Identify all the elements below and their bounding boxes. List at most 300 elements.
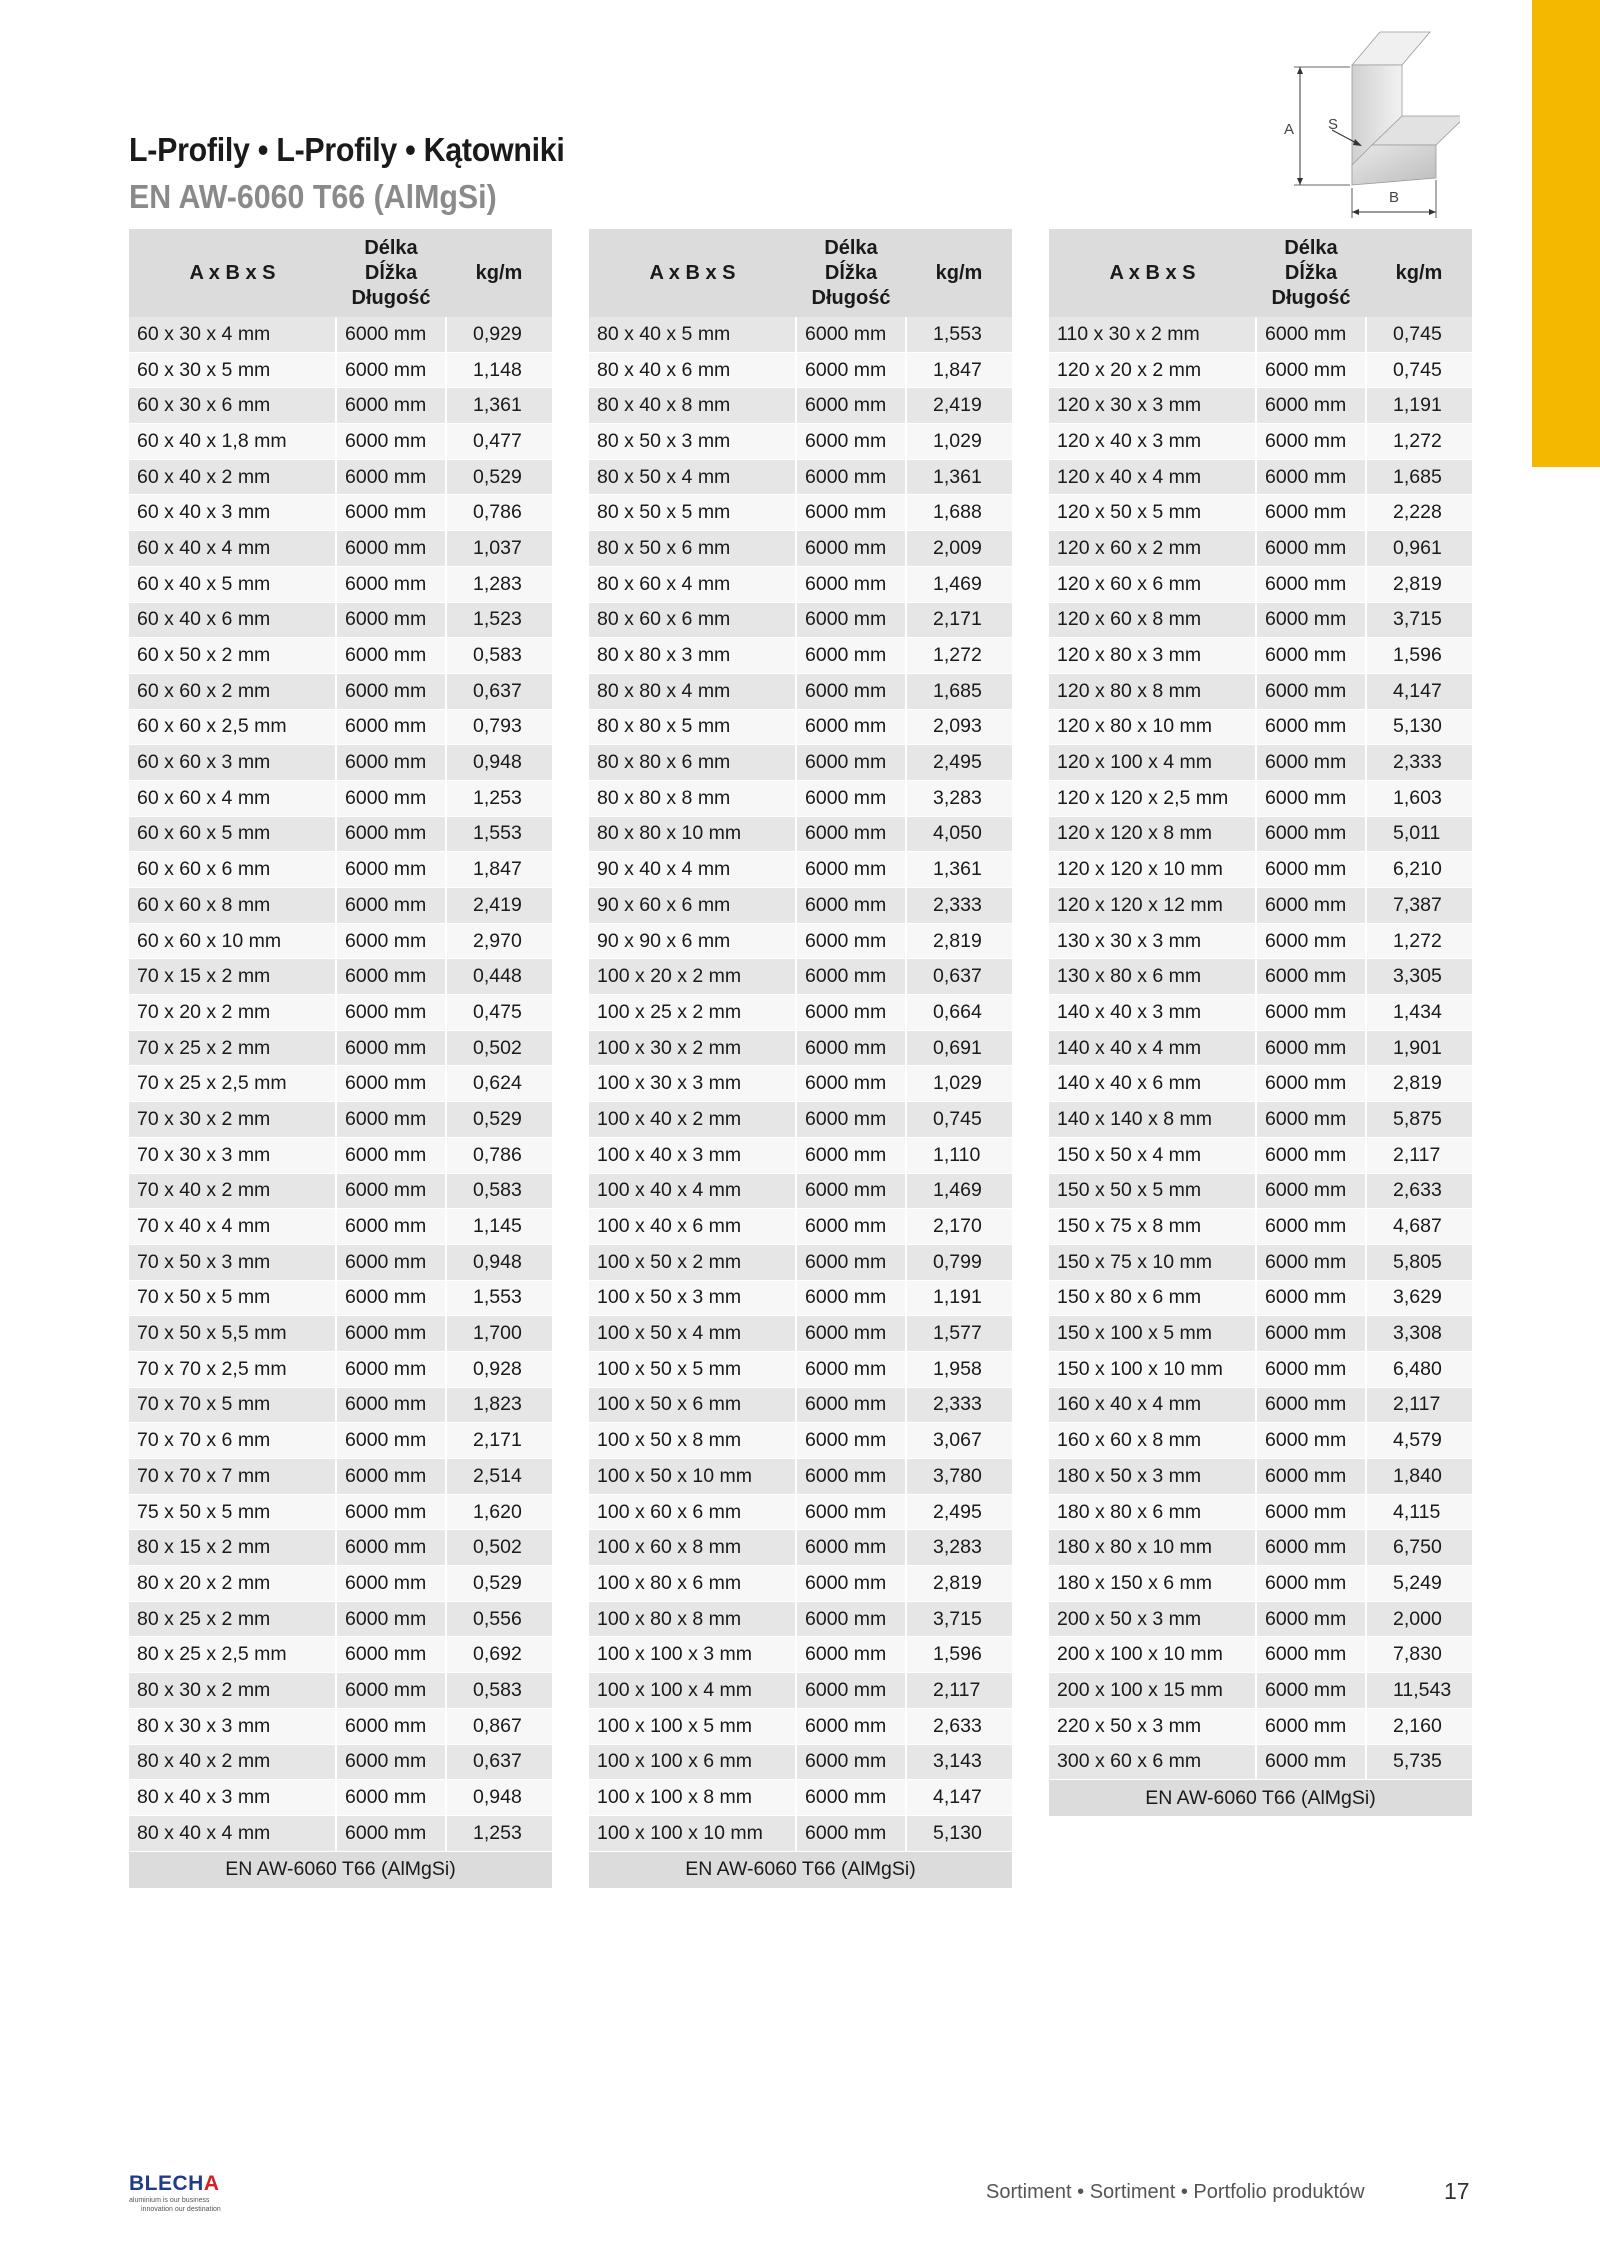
profile-table-1	[129, 229, 552, 1889]
table-row	[129, 566, 552, 602]
cell-weight: 6,480	[1366, 1351, 1472, 1387]
cell-dimensions: 70 x 40 x 4 mm	[129, 1209, 336, 1245]
cell-weight: 2,333	[906, 888, 1012, 924]
table-row	[129, 1708, 552, 1744]
table-row	[589, 1637, 1012, 1673]
cell-length: 6000 mm	[336, 1244, 446, 1280]
cell-weight: 0,664	[906, 995, 1012, 1031]
cell-weight: 2,819	[906, 1566, 1012, 1602]
table-row	[1049, 424, 1472, 460]
cell-weight: 5,130	[906, 1815, 1012, 1851]
cell-weight: 2,000	[1366, 1601, 1472, 1637]
cell-dimensions: 120 x 60 x 8 mm	[1049, 602, 1256, 638]
cell-dimensions: 70 x 50 x 3 mm	[129, 1244, 336, 1280]
cell-dimensions: 100 x 40 x 4 mm	[589, 1173, 796, 1209]
cell-length: 6000 mm	[796, 959, 906, 995]
table-row	[1049, 495, 1472, 531]
table-row	[589, 531, 1012, 567]
header-weight: kg/m	[906, 229, 1012, 317]
cell-length: 6000 mm	[1256, 1637, 1366, 1673]
cell-dimensions: 60 x 60 x 4 mm	[129, 780, 336, 816]
cell-length: 6000 mm	[336, 459, 446, 495]
table-row	[1049, 780, 1472, 816]
table-row	[1049, 602, 1472, 638]
table-row	[589, 1423, 1012, 1459]
cell-dimensions: 80 x 80 x 10 mm	[589, 816, 796, 852]
cell-length: 6000 mm	[796, 1173, 906, 1209]
cell-dimensions: 300 x 60 x 6 mm	[1049, 1744, 1256, 1780]
cell-weight: 1,037	[446, 531, 552, 567]
cell-dimensions: 100 x 100 x 10 mm	[589, 1815, 796, 1851]
cell-length: 6000 mm	[796, 1102, 906, 1138]
cell-dimensions: 80 x 40 x 3 mm	[129, 1780, 336, 1816]
cell-length: 6000 mm	[1256, 852, 1366, 888]
table-footer-row	[129, 1851, 552, 1888]
cell-dimensions: 60 x 60 x 2 mm	[129, 673, 336, 709]
table-row	[1049, 1316, 1472, 1352]
table-row	[129, 1137, 552, 1173]
cell-length: 6000 mm	[796, 995, 906, 1031]
l-profile-diagram-icon	[1260, 20, 1460, 220]
table-row	[129, 923, 552, 959]
cell-length: 6000 mm	[1256, 780, 1366, 816]
cell-dimensions: 70 x 40 x 2 mm	[129, 1173, 336, 1209]
cell-dimensions: 150 x 50 x 5 mm	[1049, 1173, 1256, 1209]
table-row	[129, 1601, 552, 1637]
cell-dimensions: 70 x 50 x 5 mm	[129, 1280, 336, 1316]
table-row	[129, 1209, 552, 1245]
cell-weight: 1,434	[1366, 995, 1472, 1031]
cell-weight: 5,735	[1366, 1744, 1472, 1780]
table-row	[589, 1494, 1012, 1530]
table-row	[589, 1351, 1012, 1387]
cell-length: 6000 mm	[796, 888, 906, 924]
cell-dimensions: 110 x 30 x 2 mm	[1049, 317, 1256, 352]
cell-dimensions: 80 x 50 x 3 mm	[589, 424, 796, 460]
cell-dimensions: 60 x 40 x 5 mm	[129, 566, 336, 602]
cell-length: 6000 mm	[336, 1566, 446, 1602]
table-row	[1049, 317, 1472, 352]
cell-dimensions: 100 x 40 x 2 mm	[589, 1102, 796, 1138]
cell-weight: 0,948	[446, 1244, 552, 1280]
table-row	[589, 1459, 1012, 1495]
table-row	[1049, 959, 1472, 995]
cell-length: 6000 mm	[1256, 816, 1366, 852]
table-row	[129, 816, 552, 852]
table-row	[1049, 888, 1472, 924]
cell-dimensions: 200 x 50 x 3 mm	[1049, 1601, 1256, 1637]
cell-length: 6000 mm	[796, 852, 906, 888]
profile-table-2	[589, 229, 1012, 1889]
cell-weight: 1,469	[906, 1173, 1012, 1209]
cell-weight: 0,583	[446, 1673, 552, 1709]
cell-length: 6000 mm	[1256, 1708, 1366, 1744]
cell-dimensions: 140 x 40 x 6 mm	[1049, 1066, 1256, 1102]
table-row	[129, 1351, 552, 1387]
cell-dimensions: 60 x 60 x 8 mm	[129, 888, 336, 924]
cell-length: 6000 mm	[336, 1601, 446, 1637]
table-row	[1049, 745, 1472, 781]
cell-weight: 3,715	[906, 1601, 1012, 1637]
cell-dimensions: 100 x 100 x 3 mm	[589, 1637, 796, 1673]
cell-weight: 11,543	[1366, 1673, 1472, 1709]
table-row	[589, 923, 1012, 959]
table-footer-material: EN AW-6060 T66 (AlMgSi)	[129, 1851, 552, 1888]
table-row	[1049, 709, 1472, 745]
cell-length: 6000 mm	[796, 1815, 906, 1851]
cell-dimensions: 80 x 50 x 4 mm	[589, 459, 796, 495]
cell-weight: 0,637	[446, 1744, 552, 1780]
cell-dimensions: 80 x 30 x 3 mm	[129, 1708, 336, 1744]
table-header-row	[1049, 229, 1472, 317]
table-row	[129, 673, 552, 709]
table-row	[129, 709, 552, 745]
cell-length: 6000 mm	[1256, 1423, 1366, 1459]
table-row	[589, 602, 1012, 638]
logo-tagline-2: innovation our destination	[141, 2206, 221, 2213]
cell-length: 6000 mm	[796, 388, 906, 424]
cell-dimensions: 100 x 80 x 8 mm	[589, 1601, 796, 1637]
cell-weight: 4,687	[1366, 1209, 1472, 1245]
cell-dimensions: 160 x 40 x 4 mm	[1049, 1387, 1256, 1423]
cell-weight: 2,970	[446, 923, 552, 959]
table-row	[129, 1744, 552, 1780]
cell-weight: 2,819	[1366, 1066, 1472, 1102]
accent-tab	[1532, 0, 1600, 467]
cell-weight: 0,529	[446, 1102, 552, 1138]
cell-weight: 0,867	[446, 1708, 552, 1744]
table-row	[129, 959, 552, 995]
cell-length: 6000 mm	[796, 1137, 906, 1173]
table-row	[589, 816, 1012, 852]
cell-length: 6000 mm	[1256, 459, 1366, 495]
cell-length: 6000 mm	[796, 1066, 906, 1102]
cell-length: 6000 mm	[336, 424, 446, 460]
cell-weight: 2,633	[1366, 1173, 1472, 1209]
cell-length: 6000 mm	[796, 317, 906, 352]
cell-length: 6000 mm	[1256, 1244, 1366, 1280]
header-dimensions: A x B x S	[1049, 229, 1256, 317]
cell-length: 6000 mm	[796, 1744, 906, 1780]
table-row	[129, 1459, 552, 1495]
cell-weight: 7,830	[1366, 1637, 1472, 1673]
table-row	[1049, 638, 1472, 674]
profile-table-3	[1049, 229, 1472, 1817]
cell-dimensions: 80 x 80 x 8 mm	[589, 780, 796, 816]
table-row	[129, 531, 552, 567]
cell-dimensions: 150 x 80 x 6 mm	[1049, 1280, 1256, 1316]
table-row	[129, 638, 552, 674]
cell-dimensions: 180 x 80 x 10 mm	[1049, 1530, 1256, 1566]
cell-dimensions: 140 x 40 x 4 mm	[1049, 1030, 1256, 1066]
cell-dimensions: 80 x 50 x 5 mm	[589, 495, 796, 531]
header-length-line: Délka	[824, 236, 878, 259]
table-row	[1049, 1280, 1472, 1316]
cell-length: 6000 mm	[336, 1815, 446, 1851]
cell-weight: 1,596	[1366, 638, 1472, 674]
cell-length: 6000 mm	[1256, 1173, 1366, 1209]
cell-length: 6000 mm	[336, 1173, 446, 1209]
cell-dimensions: 150 x 75 x 10 mm	[1049, 1244, 1256, 1280]
cell-weight: 1,553	[446, 816, 552, 852]
cell-length: 6000 mm	[796, 1351, 906, 1387]
cell-dimensions: 60 x 60 x 3 mm	[129, 745, 336, 781]
cell-weight: 1,553	[446, 1280, 552, 1316]
cell-weight: 2,495	[906, 1494, 1012, 1530]
cell-length: 6000 mm	[1256, 1459, 1366, 1495]
table-row	[589, 424, 1012, 460]
cell-weight: 0,529	[446, 1566, 552, 1602]
cell-dimensions: 130 x 30 x 3 mm	[1049, 923, 1256, 959]
cell-weight: 2,117	[1366, 1137, 1472, 1173]
header-weight: kg/m	[1366, 229, 1472, 317]
header-length-line: Dĺžka	[824, 261, 878, 284]
cell-length: 6000 mm	[336, 1316, 446, 1352]
cell-weight: 2,171	[906, 602, 1012, 638]
table-row	[589, 638, 1012, 674]
cell-length: 6000 mm	[336, 1780, 446, 1816]
cell-dimensions: 60 x 30 x 6 mm	[129, 388, 336, 424]
cell-dimensions: 100 x 40 x 6 mm	[589, 1209, 796, 1245]
cell-length: 6000 mm	[1256, 1209, 1366, 1245]
cell-dimensions: 60 x 30 x 4 mm	[129, 317, 336, 352]
cell-length: 6000 mm	[1256, 1066, 1366, 1102]
cell-length: 6000 mm	[336, 1494, 446, 1530]
header-length-line: Długość	[1271, 286, 1351, 309]
cell-weight: 1,361	[906, 459, 1012, 495]
cell-dimensions: 70 x 25 x 2,5 mm	[129, 1066, 336, 1102]
cell-length: 6000 mm	[336, 602, 446, 638]
cell-dimensions: 80 x 80 x 4 mm	[589, 673, 796, 709]
table-row	[129, 1173, 552, 1209]
cell-dimensions: 80 x 40 x 8 mm	[589, 388, 796, 424]
cell-weight: 5,130	[1366, 709, 1472, 745]
cell-length: 6000 mm	[336, 1280, 446, 1316]
cell-weight: 1,110	[906, 1137, 1012, 1173]
cell-dimensions: 150 x 75 x 8 mm	[1049, 1209, 1256, 1245]
cell-length: 6000 mm	[1256, 1566, 1366, 1602]
cell-dimensions: 120 x 50 x 5 mm	[1049, 495, 1256, 531]
cell-weight: 0,502	[446, 1530, 552, 1566]
cell-dimensions: 100 x 50 x 4 mm	[589, 1316, 796, 1352]
cell-dimensions: 60 x 40 x 3 mm	[129, 495, 336, 531]
table-row	[1049, 1459, 1472, 1495]
table-row	[1049, 1244, 1472, 1280]
table-row	[589, 317, 1012, 352]
table-row	[129, 1815, 552, 1851]
table-row	[1049, 1030, 1472, 1066]
cell-length: 6000 mm	[336, 780, 446, 816]
cell-weight: 1,148	[446, 352, 552, 388]
cell-dimensions: 100 x 50 x 8 mm	[589, 1423, 796, 1459]
table-row	[129, 1637, 552, 1673]
cell-weight: 5,011	[1366, 816, 1472, 852]
table-row	[129, 1494, 552, 1530]
cell-length: 6000 mm	[1256, 673, 1366, 709]
cell-length: 6000 mm	[796, 709, 906, 745]
cell-weight: 0,786	[446, 495, 552, 531]
cell-dimensions: 60 x 60 x 2,5 mm	[129, 709, 336, 745]
table-row	[129, 852, 552, 888]
cell-length: 6000 mm	[1256, 531, 1366, 567]
cell-length: 6000 mm	[796, 745, 906, 781]
cell-length: 6000 mm	[1256, 1316, 1366, 1352]
header-length-line: Délka	[364, 236, 418, 259]
table-row	[589, 1173, 1012, 1209]
cell-weight: 1,272	[1366, 923, 1472, 959]
table-row	[589, 1244, 1012, 1280]
cell-dimensions: 140 x 140 x 8 mm	[1049, 1102, 1256, 1138]
cell-dimensions: 80 x 25 x 2 mm	[129, 1601, 336, 1637]
cell-dimensions: 80 x 80 x 3 mm	[589, 638, 796, 674]
table-row	[1049, 1102, 1472, 1138]
cell-length: 6000 mm	[336, 638, 446, 674]
table-row	[589, 1744, 1012, 1780]
cell-length: 6000 mm	[796, 1316, 906, 1352]
cell-weight: 0,556	[446, 1601, 552, 1637]
cell-weight: 7,387	[1366, 888, 1472, 924]
cell-length: 6000 mm	[1256, 1673, 1366, 1709]
cell-length: 6000 mm	[336, 888, 446, 924]
cell-weight: 0,624	[446, 1066, 552, 1102]
cell-dimensions: 220 x 50 x 3 mm	[1049, 1708, 1256, 1744]
cell-dimensions: 80 x 60 x 6 mm	[589, 602, 796, 638]
table-row	[589, 1566, 1012, 1602]
cell-dimensions: 75 x 50 x 5 mm	[129, 1494, 336, 1530]
cell-dimensions: 180 x 50 x 3 mm	[1049, 1459, 1256, 1495]
cell-length: 6000 mm	[1256, 923, 1366, 959]
cell-length: 6000 mm	[336, 816, 446, 852]
table-row	[1049, 1673, 1472, 1709]
cell-dimensions: 100 x 100 x 8 mm	[589, 1780, 796, 1816]
cell-weight: 1,901	[1366, 1030, 1472, 1066]
cell-weight: 2,009	[906, 531, 1012, 567]
page-title: L-Profily • L-Profily • Kątowniki	[129, 131, 565, 168]
cell-weight: 2,819	[1366, 566, 1472, 602]
cell-dimensions: 150 x 50 x 4 mm	[1049, 1137, 1256, 1173]
cell-dimensions: 100 x 50 x 5 mm	[589, 1351, 796, 1387]
logo-accent-letter: A	[203, 2172, 220, 2195]
table-row	[589, 1209, 1012, 1245]
table-row	[129, 1780, 552, 1816]
cell-weight: 1,361	[446, 388, 552, 424]
table-footer-row	[589, 1851, 1012, 1888]
cell-length: 6000 mm	[336, 388, 446, 424]
header-length-line: Długość	[811, 286, 891, 309]
table-row	[129, 424, 552, 460]
cell-weight: 2,170	[906, 1209, 1012, 1245]
table-row	[1049, 1173, 1472, 1209]
header-length-line: Dĺžka	[1284, 261, 1338, 284]
cell-length: 6000 mm	[336, 352, 446, 388]
table-row	[589, 1137, 1012, 1173]
cell-length: 6000 mm	[1256, 959, 1366, 995]
cell-dimensions: 130 x 80 x 6 mm	[1049, 959, 1256, 995]
cell-weight: 1,253	[446, 780, 552, 816]
table-row	[129, 459, 552, 495]
cell-weight: 4,115	[1366, 1494, 1472, 1530]
cell-weight: 0,948	[446, 1780, 552, 1816]
cell-weight: 3,629	[1366, 1280, 1472, 1316]
cell-weight: 3,143	[906, 1744, 1012, 1780]
page-number: 17	[1444, 2178, 1470, 2204]
header-dimensions: A x B x S	[129, 229, 336, 317]
cell-weight: 1,361	[906, 852, 1012, 888]
cell-length: 6000 mm	[796, 923, 906, 959]
table-row	[589, 1030, 1012, 1066]
cell-dimensions: 120 x 120 x 12 mm	[1049, 888, 1256, 924]
table-footer-row	[1049, 1780, 1472, 1817]
cell-dimensions: 80 x 80 x 5 mm	[589, 709, 796, 745]
cell-weight: 0,692	[446, 1637, 552, 1673]
table-row	[129, 1066, 552, 1102]
cell-dimensions: 100 x 40 x 3 mm	[589, 1137, 796, 1173]
cell-length: 6000 mm	[336, 959, 446, 995]
cell-weight: 3,067	[906, 1423, 1012, 1459]
cell-weight: 3,283	[906, 1530, 1012, 1566]
table-row	[129, 1102, 552, 1138]
cell-weight: 0,637	[446, 673, 552, 709]
cell-length: 6000 mm	[336, 709, 446, 745]
cell-length: 6000 mm	[796, 459, 906, 495]
cell-weight: 0,637	[906, 959, 1012, 995]
diagram-label-s: S	[1328, 116, 1339, 133]
cell-length: 6000 mm	[1256, 638, 1366, 674]
table-row	[1049, 459, 1472, 495]
cell-length: 6000 mm	[796, 1673, 906, 1709]
cell-length: 6000 mm	[336, 1137, 446, 1173]
cell-weight: 0,583	[446, 638, 552, 674]
page-subtitle: EN AW-6060 T66 (AlMgSi)	[129, 178, 497, 215]
table-row	[1049, 1601, 1472, 1637]
cell-length: 6000 mm	[1256, 602, 1366, 638]
cell-weight: 1,688	[906, 495, 1012, 531]
cell-length: 6000 mm	[796, 1566, 906, 1602]
cell-weight: 1,283	[446, 566, 552, 602]
table-row	[1049, 816, 1472, 852]
table-row	[129, 888, 552, 924]
cell-dimensions: 60 x 40 x 2 mm	[129, 459, 336, 495]
cell-dimensions: 70 x 70 x 5 mm	[129, 1387, 336, 1423]
cell-weight: 2,419	[446, 888, 552, 924]
table-row	[129, 1566, 552, 1602]
header-length	[796, 229, 906, 317]
cell-length: 6000 mm	[1256, 745, 1366, 781]
table-row	[1049, 923, 1472, 959]
cell-weight: 2,117	[906, 1673, 1012, 1709]
cell-weight: 1,145	[446, 1209, 552, 1245]
cell-dimensions: 80 x 30 x 2 mm	[129, 1673, 336, 1709]
cell-dimensions: 80 x 25 x 2,5 mm	[129, 1637, 336, 1673]
cell-dimensions: 100 x 20 x 2 mm	[589, 959, 796, 995]
cell-weight: 1,191	[1366, 388, 1472, 424]
diagram-label-b: B	[1389, 189, 1400, 206]
cell-weight: 4,579	[1366, 1423, 1472, 1459]
table-row	[129, 1530, 552, 1566]
table-row	[129, 352, 552, 388]
table-row	[1049, 1637, 1472, 1673]
cell-weight: 1,958	[906, 1351, 1012, 1387]
cell-weight: 0,799	[906, 1244, 1012, 1280]
table-row	[1049, 1137, 1472, 1173]
table-row	[589, 495, 1012, 531]
cell-length: 6000 mm	[796, 602, 906, 638]
cell-length: 6000 mm	[336, 1102, 446, 1138]
cell-dimensions: 150 x 100 x 10 mm	[1049, 1351, 1256, 1387]
cell-length: 6000 mm	[796, 1637, 906, 1673]
cell-dimensions: 100 x 50 x 2 mm	[589, 1244, 796, 1280]
table-row	[129, 495, 552, 531]
